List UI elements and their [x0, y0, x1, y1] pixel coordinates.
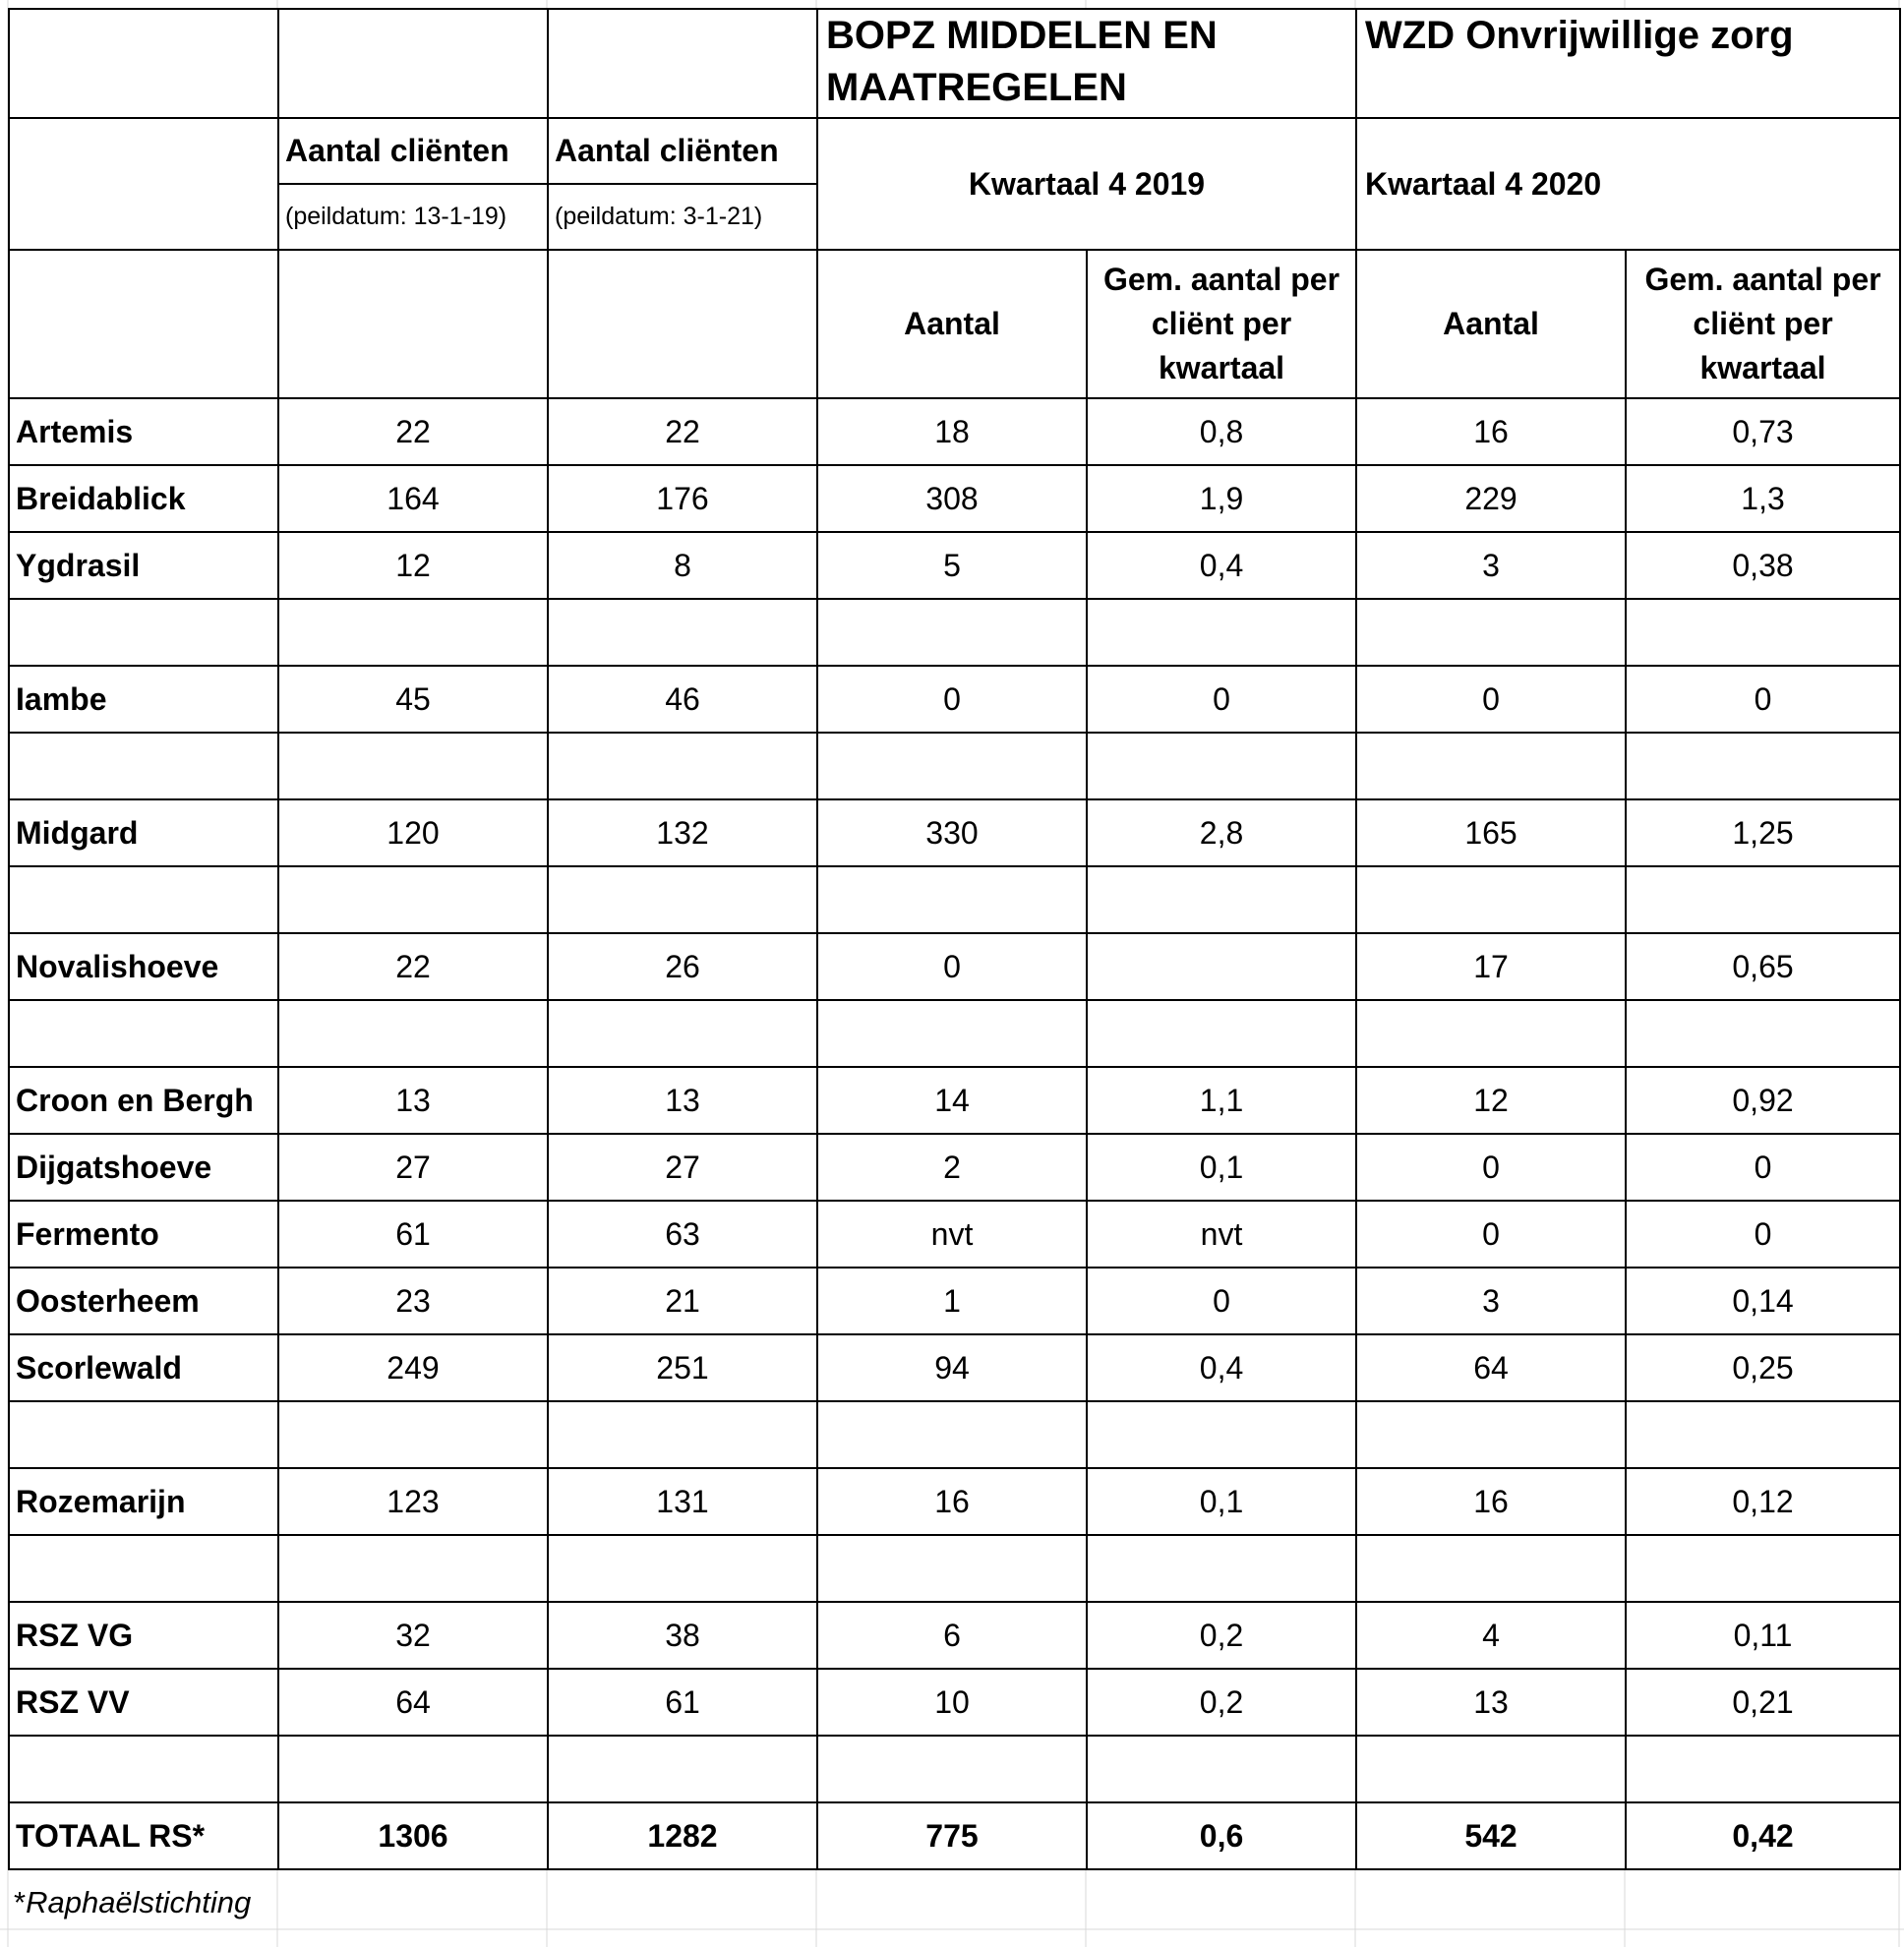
- table-row: [9, 532, 1900, 599]
- wzd-aantal: 16: [1356, 398, 1626, 465]
- empty-cell: [548, 250, 817, 398]
- clients-2019: 61: [278, 1201, 548, 1268]
- wzd-aantal: 0: [1356, 1201, 1626, 1268]
- total-row: [9, 1802, 1900, 1869]
- clients-2019: [278, 1736, 548, 1802]
- wzd-aantal: [1356, 1000, 1626, 1067]
- bopz-aantal: 16: [817, 1468, 1087, 1535]
- clients-2019: 64: [278, 1669, 548, 1736]
- wzd-gem: [1626, 1401, 1900, 1468]
- footnote-text: Raphaëlstichting: [26, 1885, 252, 1919]
- wzd-gem: [1626, 1736, 1900, 1802]
- bopz-aantal: 1: [817, 1268, 1087, 1334]
- bopz-gem: [1087, 733, 1356, 799]
- location-name: [9, 599, 278, 666]
- clients-2021: [548, 1401, 817, 1468]
- peildatum-2019: (peildatum: 13-1-19): [278, 184, 548, 250]
- bopz-gem: 0,8: [1087, 398, 1356, 465]
- bopz-aantal: [817, 1736, 1087, 1802]
- clients-2019: [278, 1401, 548, 1468]
- bopz-aantal: [817, 599, 1087, 666]
- bopz-gem: nvt: [1087, 1201, 1356, 1268]
- empty-cell: [548, 9, 817, 118]
- wzd-gem: 0,92: [1626, 1067, 1900, 1134]
- clients-2019: 32: [278, 1602, 548, 1669]
- total-clients-2021: 1282: [548, 1802, 817, 1869]
- bopz-gem: 0,1: [1087, 1468, 1356, 1535]
- table-row: [9, 1201, 1900, 1268]
- location-name: RSZ VG: [9, 1602, 278, 1669]
- location-name: Rozemarijn: [9, 1468, 278, 1535]
- location-name: Fermento: [9, 1201, 278, 1268]
- clients-2021: 176: [548, 465, 817, 532]
- location-name: Ygdrasil: [9, 532, 278, 599]
- clients-2021: [548, 733, 817, 799]
- location-name: Croon en Bergh: [9, 1067, 278, 1134]
- bopz-aantal: 0: [817, 666, 1087, 733]
- location-name: [9, 1000, 278, 1067]
- clients-2021: 46: [548, 666, 817, 733]
- clients-2021: 63: [548, 1201, 817, 1268]
- location-name: Iambe: [9, 666, 278, 733]
- location-name: Scorlewald: [9, 1334, 278, 1401]
- bopz-aantal: 6: [817, 1602, 1087, 1669]
- wzd-gem: [1626, 1000, 1900, 1067]
- wzd-gem: [1626, 733, 1900, 799]
- data-table: [8, 8, 1901, 1870]
- footnote-star: *: [14, 1885, 27, 1919]
- bopz-aantal: 94: [817, 1334, 1087, 1401]
- empty-cell: [9, 9, 278, 118]
- wzd-gem: 1,25: [1626, 799, 1900, 866]
- clients-2021: 21: [548, 1268, 817, 1334]
- bopz-gem: 0,2: [1087, 1602, 1356, 1669]
- wzd-gem: [1626, 866, 1900, 933]
- wzd-gem: 1,3: [1626, 465, 1900, 532]
- clients-2021: 251: [548, 1334, 817, 1401]
- table-row: [9, 1334, 1900, 1401]
- bopz-aantal: 330: [817, 799, 1087, 866]
- bopz-aantal: 5: [817, 532, 1087, 599]
- period-2019: Kwartaal 4 2019: [817, 118, 1356, 250]
- location-name: [9, 733, 278, 799]
- bopz-gem: 0,4: [1087, 532, 1356, 599]
- wzd-aantal: 12: [1356, 1067, 1626, 1134]
- bopz-gem: [1087, 1736, 1356, 1802]
- empty-cell: [9, 250, 278, 398]
- clients-2021: 27: [548, 1134, 817, 1201]
- clients-2019: 45: [278, 666, 548, 733]
- clients-2019: 12: [278, 532, 548, 599]
- table-row: [9, 1669, 1900, 1736]
- clients-2019: [278, 1000, 548, 1067]
- clients-2021: [548, 1000, 817, 1067]
- clients-2021: 132: [548, 799, 817, 866]
- clients-label-row: [9, 118, 1900, 184]
- wzd-aantal: 17: [1356, 933, 1626, 1000]
- wzd-gem: 0,12: [1626, 1468, 1900, 1535]
- bopz-gem: [1087, 1000, 1356, 1067]
- wzd-aantal: 3: [1356, 532, 1626, 599]
- table-row: [9, 666, 1900, 733]
- wzd-gem: 0,73: [1626, 398, 1900, 465]
- bopz-gem: 0,4: [1087, 1334, 1356, 1401]
- total-location-name: TOTAAL RS*: [9, 1802, 278, 1869]
- clients-2021: 38: [548, 1602, 817, 1669]
- wzd-gem: 0,38: [1626, 532, 1900, 599]
- clients-2019: 27: [278, 1134, 548, 1201]
- location-name: [9, 1535, 278, 1602]
- clients-2021: [548, 1535, 817, 1602]
- bopz-gem: [1087, 933, 1356, 1000]
- clients-2019: 123: [278, 1468, 548, 1535]
- location-name: Midgard: [9, 799, 278, 866]
- location-name: Artemis: [9, 398, 278, 465]
- location-name: Oosterheem: [9, 1268, 278, 1334]
- clients-2021: 8: [548, 532, 817, 599]
- wzd-gem: 0,21: [1626, 1669, 1900, 1736]
- clients-2021: 26: [548, 933, 817, 1000]
- location-name: Dijgatshoeve: [9, 1134, 278, 1201]
- clients-2019: [278, 599, 548, 666]
- bopz-gem: 1,1: [1087, 1067, 1356, 1134]
- total-bopz-aantal: 775: [817, 1802, 1087, 1869]
- total-wzd-aantal: 542: [1356, 1802, 1626, 1869]
- clients-2019: 13: [278, 1067, 548, 1134]
- bopz-aantal: 308: [817, 465, 1087, 532]
- bopz-gem: 0: [1087, 666, 1356, 733]
- wzd-aantal: [1356, 733, 1626, 799]
- wzd-gem: 0,14: [1626, 1268, 1900, 1334]
- aantal-2019-header: Aantal: [817, 250, 1087, 398]
- column-header-row: [9, 250, 1900, 398]
- table-row: [9, 1602, 1900, 1669]
- table-row: [9, 599, 1900, 666]
- total-clients-2019: 1306: [278, 1802, 548, 1869]
- wzd-gem: 0,65: [1626, 933, 1900, 1000]
- wzd-gem: 0: [1626, 1134, 1900, 1201]
- table-row: [9, 398, 1900, 465]
- bopz-aantal: [817, 1000, 1087, 1067]
- location-name: [9, 866, 278, 933]
- location-name: RSZ VV: [9, 1669, 278, 1736]
- bopz-gem: [1087, 866, 1356, 933]
- wzd-aantal: 0: [1356, 666, 1626, 733]
- total-bopz-gem: 0,6: [1087, 1802, 1356, 1869]
- bopz-aantal: [817, 1535, 1087, 1602]
- clients-label-2019: Aantal cliënten: [278, 118, 548, 184]
- wzd-aantal: 165: [1356, 799, 1626, 866]
- clients-2021: 22: [548, 398, 817, 465]
- bopz-gem: 0,1: [1087, 1134, 1356, 1201]
- aantal-2020-header: Aantal: [1356, 250, 1626, 398]
- clients-2019: [278, 733, 548, 799]
- bopz-gem: 0: [1087, 1268, 1356, 1334]
- clients-2019: 23: [278, 1268, 548, 1334]
- wzd-title: WZD Onvrijwillige zorg: [1356, 9, 1900, 118]
- wzd-aantal: 4: [1356, 1602, 1626, 1669]
- empty-cell: [278, 9, 548, 118]
- empty-cell: [278, 250, 548, 398]
- clients-2019: [278, 866, 548, 933]
- wzd-aantal: [1356, 866, 1626, 933]
- clients-2021: [548, 599, 817, 666]
- clients-2019: 22: [278, 398, 548, 465]
- clients-2021: [548, 866, 817, 933]
- location-name: Novalishoeve: [9, 933, 278, 1000]
- wzd-gem: 0,25: [1626, 1334, 1900, 1401]
- location-name: Breidablick: [9, 465, 278, 532]
- clients-label-2021: Aantal cliënten: [548, 118, 817, 184]
- wzd-aantal: 3: [1356, 1268, 1626, 1334]
- wzd-gem: 0,11: [1626, 1602, 1900, 1669]
- clients-2019: 249: [278, 1334, 548, 1401]
- peildatum-2021: (peildatum: 3-1-21): [548, 184, 817, 250]
- gem-2019-header: Gem. aantal per cliënt per kwartaal: [1087, 250, 1356, 398]
- bopz-aantal: [817, 866, 1087, 933]
- wzd-aantal: [1356, 1736, 1626, 1802]
- clients-2019: 164: [278, 465, 548, 532]
- wzd-gem: 0: [1626, 1201, 1900, 1268]
- period-2020: Kwartaal 4 2020: [1356, 118, 1900, 250]
- table-row: [9, 1134, 1900, 1201]
- wzd-aantal: [1356, 1401, 1626, 1468]
- wzd-aantal: [1356, 599, 1626, 666]
- title-row: [9, 9, 1900, 118]
- empty-cell: [9, 118, 278, 250]
- wzd-gem: 0: [1626, 666, 1900, 733]
- bopz-aantal: nvt: [817, 1201, 1087, 1268]
- bopz-gem: [1087, 1401, 1356, 1468]
- bopz-aantal: [817, 733, 1087, 799]
- footnote: [14, 1885, 251, 1920]
- table-row: [9, 1268, 1900, 1334]
- bopz-aantal: [817, 1401, 1087, 1468]
- table-row: [9, 1468, 1900, 1535]
- wzd-aantal: 64: [1356, 1334, 1626, 1401]
- bopz-aantal: 18: [817, 398, 1087, 465]
- bopz-gem: [1087, 599, 1356, 666]
- bopz-gem: [1087, 1535, 1356, 1602]
- wzd-aantal: 16: [1356, 1468, 1626, 1535]
- clients-2019: 22: [278, 933, 548, 1000]
- table-row: [9, 933, 1900, 1000]
- wzd-gem: [1626, 599, 1900, 666]
- table-row: [9, 465, 1900, 532]
- table-row: [9, 1000, 1900, 1067]
- wzd-aantal: 13: [1356, 1669, 1626, 1736]
- bopz-gem: 2,8: [1087, 799, 1356, 866]
- bopz-gem: 1,9: [1087, 465, 1356, 532]
- bopz-aantal: 10: [817, 1669, 1087, 1736]
- bopz-aantal: 2: [817, 1134, 1087, 1201]
- clients-2021: 13: [548, 1067, 817, 1134]
- gem-2020-header: Gem. aantal per cliënt per kwartaal: [1626, 250, 1900, 398]
- table-row: [9, 1535, 1900, 1602]
- wzd-aantal: [1356, 1535, 1626, 1602]
- bopz-title: BOPZ MIDDELEN EN MAATREGELEN: [817, 9, 1356, 118]
- total-wzd-gem: 0,42: [1626, 1802, 1900, 1869]
- clients-2021: 131: [548, 1468, 817, 1535]
- wzd-aantal: 0: [1356, 1134, 1626, 1201]
- clients-2021: 61: [548, 1669, 817, 1736]
- bopz-aantal: 14: [817, 1067, 1087, 1134]
- location-name: [9, 1736, 278, 1802]
- clients-2019: [278, 1535, 548, 1602]
- table-row: [9, 1736, 1900, 1802]
- location-name: [9, 1401, 278, 1468]
- table-row: [9, 1067, 1900, 1134]
- table-row: [9, 1401, 1900, 1468]
- wzd-aantal: 229: [1356, 465, 1626, 532]
- clients-2019: 120: [278, 799, 548, 866]
- clients-2021: [548, 1736, 817, 1802]
- table-row: [9, 866, 1900, 933]
- bopz-gem: 0,2: [1087, 1669, 1356, 1736]
- table-row: [9, 733, 1900, 799]
- bopz-aantal: 0: [817, 933, 1087, 1000]
- table-row: [9, 799, 1900, 866]
- wzd-gem: [1626, 1535, 1900, 1602]
